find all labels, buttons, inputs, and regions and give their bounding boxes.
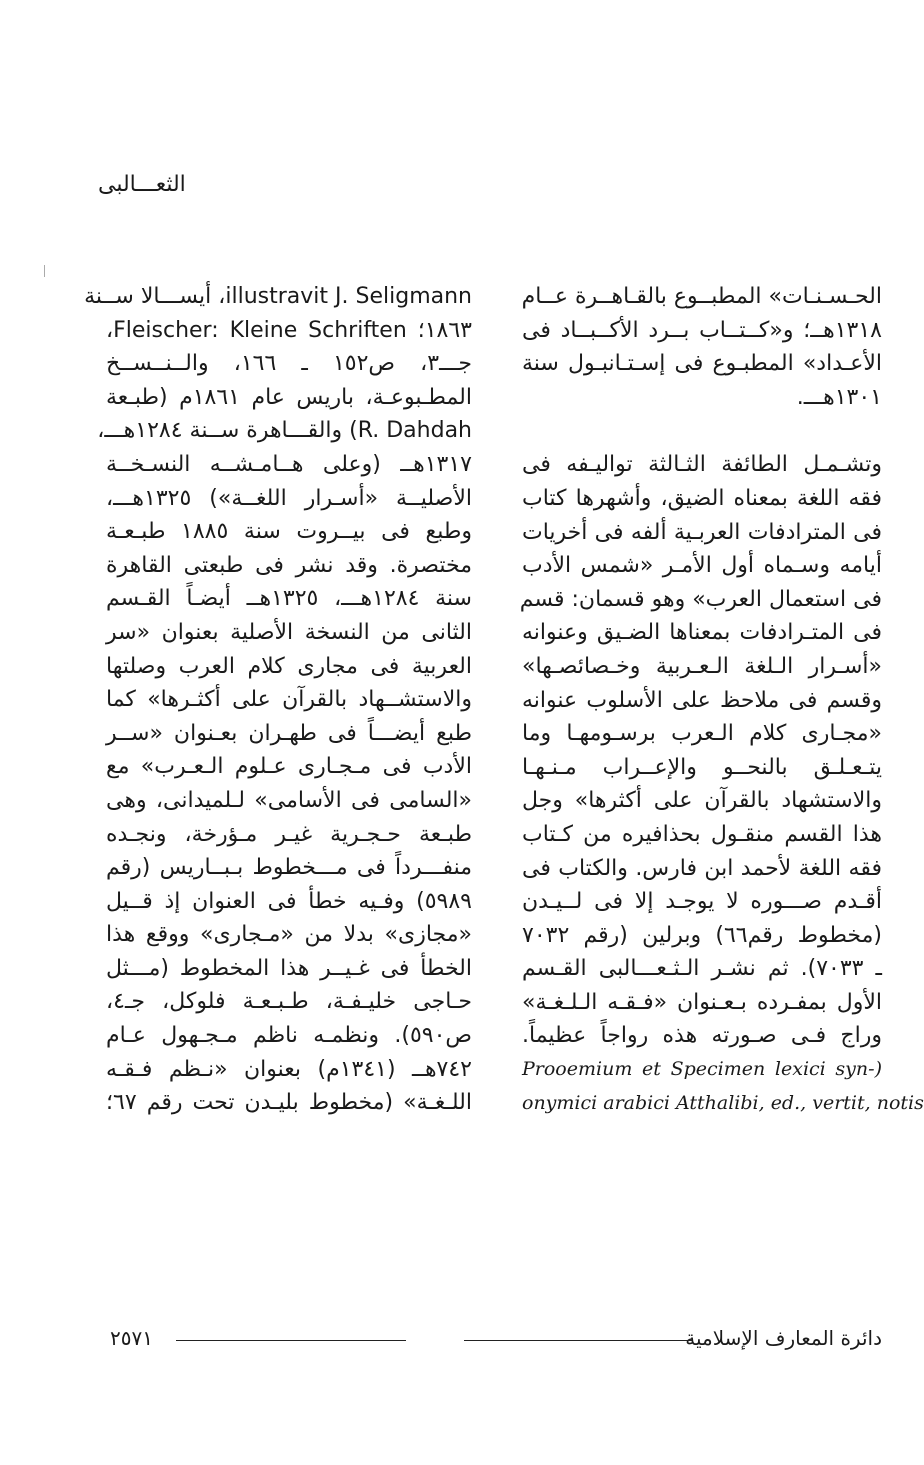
text-line: «مجازى» بدلا من «مـجارى» ووقع هذا [106, 922, 472, 948]
text-line: الأعـداد» المطبـوع فى إسـتـانبـول سنة [522, 351, 882, 377]
text-line: جـــ٣، ص١٥٢ ـ ١٦٦، والــنــســخ [106, 351, 473, 377]
text-line: الحـسـنـات» المطبــوع بالقـاهــرة عــام [521, 284, 882, 309]
text-line: ـ ٧٠٣٣). ثم نشـر الـثـعـــالبى القـسم [522, 956, 882, 982]
text-line: اللـغـة» (مخطوط بليـدن تحت رقم ٦٧؛ [106, 1090, 472, 1116]
text-line: الثانى من النسخة الأصلية بعنوان «سر [106, 619, 472, 645]
publication-title: دائرة المعارف الإسلامية [685, 1326, 882, 1350]
paragraph-gap [522, 414, 882, 448]
text-line: طبع أيضـــاً فى طهـران بعـنوان «ســر [106, 720, 472, 746]
text-line: مختصرة. وقد نشر فى طبعتى القاهرة [106, 552, 472, 578]
text-line: الخطأ فى غـيــر هذا المخطوط (مـــثل [106, 955, 472, 981]
text-line: وقسم فى ملاحظ على الأسلوب عنوانه [522, 687, 882, 713]
running-header [98, 172, 208, 197]
text-line: الأصليــة «أسـرار اللغــة») ١٣٢٥هـــ، [106, 485, 472, 511]
page-number: ٢٥٧١ [110, 1326, 153, 1350]
text-line: فقه اللغة لأحمد ابن فارس. والكتاب فى [522, 855, 882, 881]
text-line: «أسـرار الـلغة الـعـربية وخـصائصـها» [522, 653, 882, 679]
running-title: الثعـــالبى [98, 172, 186, 197]
text-line: ١٣٠١هـــ. [796, 384, 882, 410]
latin-line: Prooemium et Specimen lexici syn-) [522, 1058, 882, 1081]
text-line: منفـــرداً فى مـــخطوط بـبــاريس (رقم [106, 855, 472, 881]
text-line: أقـدم صـــوره لا يوجـد إلا فى لــيـدن [522, 889, 882, 915]
text-line: ٧٤٢هــ (١٣٤١م) بعنوان «نـظم فـقـه [106, 1056, 472, 1082]
text-line: «مجـارى كلام الـعرب برسـومهـا وما [522, 721, 882, 747]
text-line: هذا القسم منقـول بحذافيره من كـتاب [522, 821, 882, 847]
footer-rule [176, 1340, 406, 1341]
text-line: «السامى فى الأسامى» لـلميدانى، وهى [106, 787, 472, 813]
text-line: الأدب فى مـجـارى عـلوم الـعـرب» مع [106, 754, 472, 780]
text-line: العربية فى مجارى كلام العرب وصلتها [106, 653, 472, 679]
scan-mark [44, 265, 45, 277]
left-column [84, 280, 473, 1120]
text-line: ص٥٩٠). ونظمـه ناظم مـجـهول عـام [106, 1023, 472, 1049]
text-line: والاستشهاد بالقرآن على أكثرها» وجل [522, 788, 882, 814]
footer-rule [464, 1340, 692, 1341]
text-line: illustravit J. Seligmann، أيســـالا ســنة [84, 284, 472, 309]
text-line: ١٣١٧هــ (وعلى هــامـشــه النسـخــة [106, 451, 472, 477]
text-line: فى المتـرادفات بمعناها الضـيق وعنوانه [522, 620, 882, 646]
text-line: الأول بمفـرده بـعـنوان «فـقـه الـلـغـة» [522, 989, 882, 1015]
text-line: ١٣١٨هــ؛ و«كــتــاب بــرد الأكــبــاد فى [522, 317, 882, 343]
text-line: يتـعـلـق بالنحــو والإعــراب مـنـهـا [522, 754, 882, 780]
text-line: وتشـمـل الطائفة الثـالثة تواليـفه فى [522, 452, 882, 478]
text-line: حـاجى خليـفـة، طـبـعـة فلوكل، جـ٤، [106, 989, 472, 1015]
text-line: وراج فـى صـورته هذه رواجاً عظيماً. [522, 1023, 882, 1049]
text-line: أيامه وسـماه أول الأمـر «شمس الأدب [522, 553, 882, 579]
text-line: فى المترادفات العربـية ألفه فى أخريات [522, 519, 882, 545]
text-line: ٥٩٨٩) وفـيه خطأ فى العنوان إذ قــيل [106, 888, 472, 914]
text-line: المطـبوعـة، باريس عام ١٨٦١م (طبـعة [106, 384, 472, 410]
text-line: R. Dahdah) والقـــاهرة ســنة ١٢٨٤هـــ، [97, 418, 472, 444]
page-footer [110, 1326, 882, 1356]
text-line: والاستشــهاد بالقرآن على أكثـرها» كما [106, 687, 472, 713]
text-line: وطبع فى بيــروت سنة ١٨٨٥ طبـعـة [106, 519, 472, 545]
latin-line: onymici arabici Atthalibi, ed., vertit, notis [522, 1091, 924, 1114]
text-line: (مخطوط رقم٦٦) وبرلين (رقم ٧٠٣٢ [522, 922, 882, 948]
text-line: ١٨٦٣؛ Fleischer: Kleine Schriften، [106, 317, 472, 343]
text-line: فى استعمال العرب» وهو قسمان: قسم [519, 586, 882, 612]
text-line: سنة ١٢٨٤هـــ، ١٣٢٥هــ أيضـاً القـسم [106, 586, 472, 612]
right-column [519, 280, 924, 1120]
text-line: فقه اللغة بمعناه الضيق، وأشهرها كتاب [522, 485, 882, 511]
text-line: طبـعة حـجـرية غيـر مـؤرخة، ونجـده [106, 821, 472, 847]
